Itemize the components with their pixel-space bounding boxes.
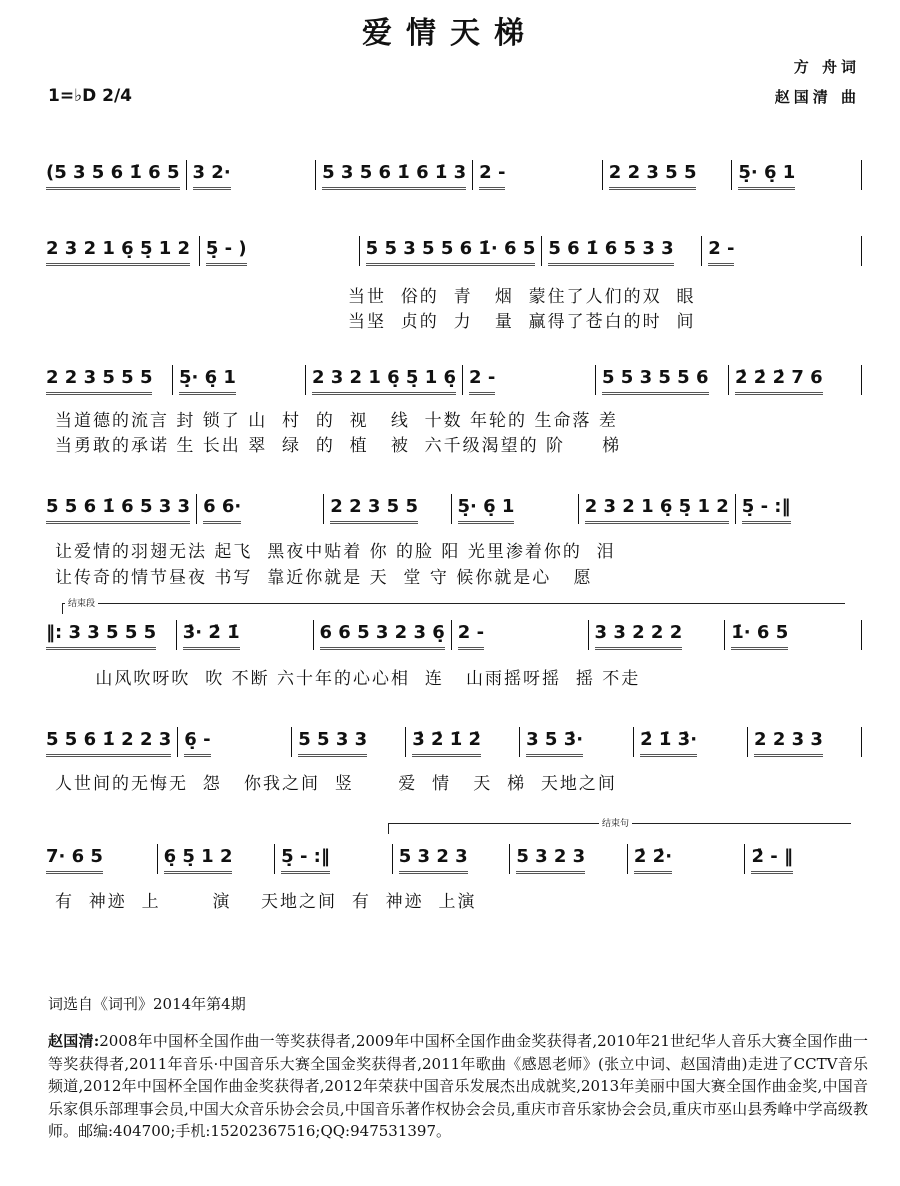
measure-notes: 7· 6 5: [46, 847, 103, 874]
notation-row: [40, 494, 862, 524]
measure: [702, 236, 862, 266]
measure: [542, 236, 702, 266]
measure-notes: ‖: 3 3 5 5 5: [46, 623, 156, 650]
measure: [452, 620, 589, 650]
measure: [745, 844, 862, 874]
measure-notes: 3̇ 2̇ 1̇ 2̇: [412, 730, 481, 757]
measure-notes: 2 2 3 5 5 5: [46, 368, 152, 395]
phrase-end-bracket: [388, 819, 851, 834]
notation-row: [40, 365, 862, 395]
measure: [173, 365, 306, 395]
lyrics-source: 词选自《词刊》2014年第4期: [48, 995, 246, 1013]
measure: [634, 727, 748, 757]
lyric-line: 当世 俗的 青 烟 蒙住了人们的双 眼: [348, 287, 696, 307]
measure: [40, 844, 158, 874]
notation-row: [40, 727, 862, 757]
measure-notes: 3 2·: [193, 163, 231, 190]
measure: [520, 727, 634, 757]
bio-name: 赵国清:: [48, 1032, 100, 1050]
lyric-line: 有 神迹 上 演 天地之间 有 神迹 上演: [55, 892, 477, 912]
measure-notes: 5 5 3 3: [298, 730, 367, 757]
measure: [178, 727, 292, 757]
measure: [748, 727, 862, 757]
measure-notes: 5 5 3 5 5 6 1̇· 6 5: [366, 239, 536, 266]
measure: [292, 727, 406, 757]
lyric-line: 当道德的流言 封 锁了 山 村 的 视 线 十数 年轮的 生命落 差: [55, 411, 618, 431]
measure-notes: 3 3 2 2 2: [595, 623, 683, 650]
measure: [732, 160, 862, 190]
measure: [314, 620, 452, 650]
measure: [603, 160, 733, 190]
measure-notes: 2 -: [708, 239, 734, 266]
measure: [510, 844, 628, 874]
lyric-line: 让爱情的羽翅无法 起飞 黑夜中贴着 你 的脸 阳 光里渗着你的 泪: [55, 542, 616, 562]
measure-notes: 2 3 2 1 6̣ 5̣ 1 2: [585, 497, 729, 524]
section-end-bracket: [62, 599, 845, 614]
measure-notes: 2 2 3 5 5: [330, 497, 418, 524]
lyric-line: 当勇敢的承诺 生 长出 翠 绿 的 植 被 六千级渴望的 阶 梯: [55, 436, 622, 456]
notation-row: [40, 160, 862, 190]
measure-notes: (5 3 5 6 1̇ 6 5: [46, 163, 180, 190]
song-title: 爱情天梯: [362, 16, 538, 51]
measure: [463, 365, 596, 395]
measure-notes: 5̣ - :‖: [742, 497, 791, 524]
measure-notes: 5 5 3 5 5 6: [602, 368, 708, 395]
measure: [406, 727, 520, 757]
measure-notes: 2 2 3 3: [754, 730, 823, 757]
measure: [736, 494, 862, 524]
notation-row: [40, 844, 862, 874]
measure-notes: 6̣ 5̣ 1 2: [164, 847, 233, 874]
measure: [40, 494, 197, 524]
measure-notes: 5 3 2 3: [399, 847, 468, 874]
measure: [628, 844, 746, 874]
key-signature: 1=♭D 2/4: [48, 86, 132, 106]
measure-notes: 5 3 5 6 1̇ 6 1̇ 3: [322, 163, 466, 190]
lyric-line: 人世间的无悔无 怨 你我之间 竖 爱 情 天 梯 天地之间: [55, 774, 617, 794]
measure-notes: 3̇· 2̇ 1̇: [183, 623, 240, 650]
measure-notes: 6̣ -: [184, 730, 210, 757]
composer-credit: 赵国清 曲: [774, 88, 860, 106]
measure-notes: 2̇ - ‖: [751, 847, 793, 874]
measure: [393, 844, 511, 874]
measure-notes: 2 3 2 1 6̣ 5̣ 1 6̣: [312, 368, 456, 395]
measure-notes: 5̣· 6̣ 1: [179, 368, 236, 395]
notation-row: [40, 620, 862, 650]
measure-notes: 5 6 1̇ 6 5 3 3: [548, 239, 673, 266]
notation-row: [40, 236, 862, 266]
measure-notes: 2̇ 1̇ 3̇·: [640, 730, 697, 757]
measure: [158, 844, 276, 874]
measure-notes: 2̇ 2̇ 2̇ 7 6: [735, 368, 823, 395]
measure-notes: 2 -: [479, 163, 505, 190]
measure-notes: 6 6·: [203, 497, 241, 524]
lyric-line: 山风吹呀吹 吹 不断 六十年的心心相 连 山雨摇呀摇 摇 不走: [88, 669, 641, 689]
measure: [324, 494, 451, 524]
measure: [360, 236, 543, 266]
measure-notes: 5 5 6 1̇ 6 5 3 3: [46, 497, 190, 524]
measure: [579, 494, 736, 524]
measure: [473, 160, 603, 190]
measure: [729, 365, 862, 395]
measure: [589, 620, 726, 650]
lyric-line: 当坚 贞的 力 量 赢得了苍白的时 间: [348, 312, 696, 332]
section-end-label: 结束段: [65, 596, 98, 609]
measure-notes: 2̇ 2̇·: [634, 847, 672, 874]
lyric-line: 让传奇的情节昼夜 书写 靠近你就是 天 堂 守 候你就是心 愿: [55, 568, 593, 588]
measure-notes: 2 -: [469, 368, 495, 395]
measure: [200, 236, 360, 266]
measure-notes: 6 6 5 3 2 3 6̣: [320, 623, 445, 650]
measure: [306, 365, 463, 395]
measure: [40, 620, 177, 650]
measure: [187, 160, 317, 190]
measure: [452, 494, 579, 524]
measure-notes: 5̣· 6̣ 1: [458, 497, 515, 524]
measure: [177, 620, 314, 650]
measure: [197, 494, 324, 524]
measure: [275, 844, 393, 874]
bio-text: 2008年中国杯全国作曲一等奖获得者,2009年中国杯全国作曲金奖获得者,2010年21世纪华人音乐大赛全国作曲一等奖获得者,2011年音乐·中国音乐大赛全国金奖获得者,2011年歌曲《感恩老师》(张立中词、赵国清曲)走进了CCTV音乐频道,2012年中国杯全国作曲金奖获得者,2012年荣获中国音乐发展杰出成就奖,2013年美丽中国大赛全国作曲金奖,中国音乐家俱乐部理事会员,中国大众音乐协会会员,中国音乐著作权协会会员,重庆市音乐家协会会员,重庆市巫山县秀峰中学高级教师。邮编:404700;手机:15202367516;QQ:947531397。: [48, 1032, 868, 1140]
measure-notes: 5 3 2 3: [516, 847, 585, 874]
measure-notes: 2 -: [458, 623, 484, 650]
measure: [725, 620, 862, 650]
measure-notes: 5 5 6 1̇ 2 2 3: [46, 730, 171, 757]
measure: [40, 160, 187, 190]
measure-notes: 2 2 3 5 5: [609, 163, 697, 190]
measure: [40, 727, 178, 757]
measure-notes: 5̣· 6̣ 1: [738, 163, 795, 190]
measure-notes: 2 3 2 1 6̣ 5̣ 1 2: [46, 239, 190, 266]
measure: [40, 365, 173, 395]
lyricist-credit: 方 舟词: [793, 58, 860, 76]
composer-bio: [48, 1030, 868, 1143]
measure-notes: 3 5 3̇·: [526, 730, 583, 757]
measure-notes: 5̣ - ): [206, 239, 247, 266]
measure: [40, 236, 200, 266]
measure: [316, 160, 473, 190]
measure: [596, 365, 729, 395]
measure-notes: 5̣ - :‖: [281, 847, 330, 874]
phrase-end-label: 结束句: [599, 816, 632, 829]
measure-notes: 1̇· 6 5: [731, 623, 788, 650]
